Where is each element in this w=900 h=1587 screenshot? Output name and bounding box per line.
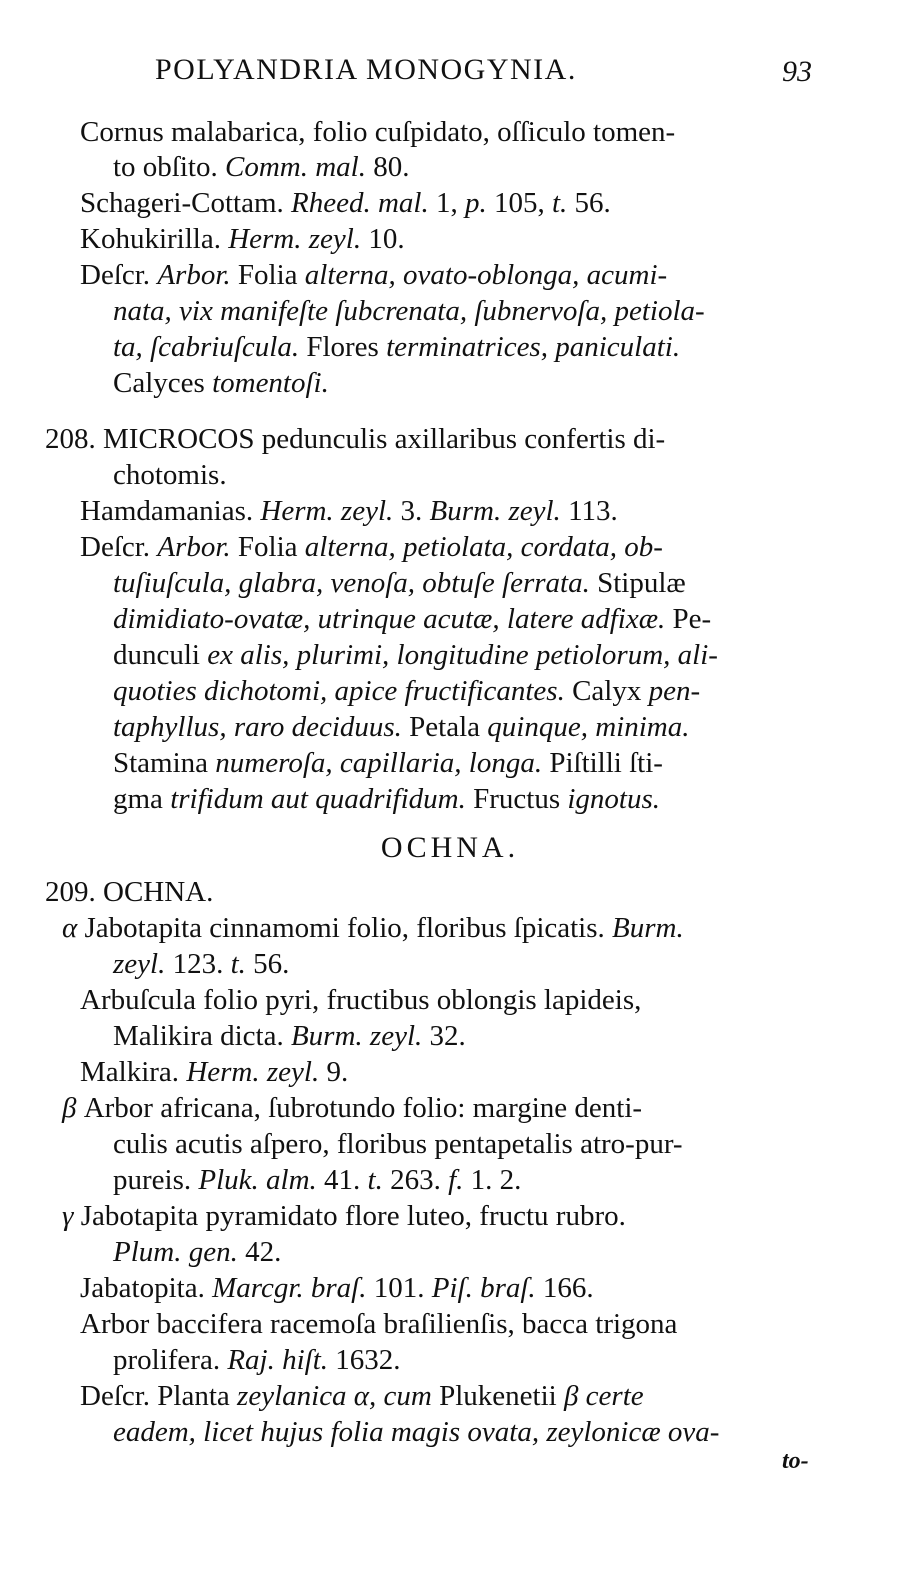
text-line [62, 910, 684, 946]
text-line [113, 946, 289, 982]
section-heading: OCHNA. [380, 831, 520, 864]
page-number: 93 [782, 55, 812, 88]
italic-text: t. [230, 948, 246, 980]
italic-text: γ [62, 1200, 74, 1232]
text-run: Stamina [113, 747, 216, 779]
italic-text: trifidum aut quadrifidum. [170, 783, 466, 815]
text-line [113, 709, 689, 745]
text-run: 101. [366, 1272, 432, 1304]
italic-text: quoties dichotomi, apice fructificantes. [113, 675, 565, 707]
italic-text: Comm. mal. [224, 151, 366, 183]
text-run: 263. [382, 1164, 449, 1196]
text-line [113, 637, 718, 673]
text-run: Pe- [665, 603, 712, 635]
entry-heading [45, 874, 213, 910]
text-run: 56. [245, 948, 290, 980]
italic-text: Raj. hiſt. [227, 1344, 329, 1376]
text-run: Flores [299, 331, 387, 363]
text-line [113, 745, 663, 781]
text-run: 105, [486, 187, 552, 219]
text-run: Deſcr. [80, 259, 158, 291]
text-run [376, 1380, 383, 1412]
italic-text: Burm. zeyl. [290, 1020, 423, 1052]
italic-text: pen- [648, 675, 701, 707]
text-run: Folia [230, 531, 305, 563]
italic-text: ta, ſcabriuſcula. [113, 331, 300, 363]
italic-text: α [62, 912, 78, 944]
text-run: Schageri-Cottam. [80, 187, 292, 219]
text-run: Petala [401, 711, 488, 743]
italic-text: Arbor. [157, 531, 231, 563]
italic-text: Herm. zeyl. [260, 495, 394, 527]
text-run: Fructus [465, 783, 568, 815]
italic-text: ignotus. [567, 783, 661, 815]
text-run: Cornus malabarica, folio cuſpidato, oſſiculo tomen- [80, 116, 676, 148]
catchword: to- [782, 1448, 809, 1474]
italic-text: tuſiuſcula, glabra, venoſa, obtuſe ſerrata. [113, 567, 590, 599]
italic-text: Burm. zeyl. [429, 495, 561, 527]
text-run: Jabatopita. [80, 1272, 213, 1304]
text-line [113, 1414, 719, 1450]
text-run: Arbor africana, ſubrotundo folio: margine denti- [76, 1092, 643, 1124]
text-run: Arbor baccifera racemoſa braſilienſis, bacca trigona [80, 1308, 678, 1340]
text-run: to obſito. [113, 151, 225, 183]
italic-text: terminatrices, paniculati. [386, 331, 681, 363]
text-run: Folia [230, 259, 305, 291]
italic-text: tomentoſi. [212, 367, 329, 399]
italic-text: Piſ. braſ. [431, 1272, 536, 1304]
text-run: 209. OCHNA. [45, 876, 214, 908]
italic-text: alterna, ovato-oblonga, acumi- [304, 259, 668, 291]
text-line [80, 493, 618, 529]
text-run: 56. [567, 187, 611, 219]
text-run: chotomis. [113, 459, 227, 491]
text-line [80, 221, 405, 257]
text-line [62, 1198, 626, 1234]
italic-text: Arbor. [157, 259, 231, 291]
text-run: 10. [361, 223, 405, 255]
italic-text: p. [464, 187, 487, 219]
text-run: gma [113, 783, 171, 815]
italic-text: taphyllus, raro deciduus. [113, 711, 402, 743]
text-run: 208. MICROCOS pedunculis axillaribus confertis di- [45, 423, 666, 455]
text-line [113, 365, 329, 401]
italic-text: Burm. [612, 912, 684, 944]
text-line [62, 1090, 642, 1126]
italic-text: t. [551, 187, 568, 219]
text-line [80, 1378, 644, 1414]
text-line [113, 149, 409, 185]
italic-text: nata, vix manifeſte ſubcrenata, ſubnervoſa, petiola- [113, 295, 705, 327]
text-line [80, 185, 611, 221]
text-run: 123. [165, 948, 231, 980]
text-line [113, 1342, 401, 1378]
text-line [80, 1270, 594, 1306]
text-run: Deſcr. [80, 531, 158, 563]
text-line [80, 529, 663, 565]
italic-text: Rheed. mal. [291, 187, 429, 219]
text-line [80, 1306, 677, 1342]
text-run: prolifera. [113, 1344, 228, 1376]
italic-text: eadem, licet hujus folia magis ovata, zeylonicæ ova- [113, 1416, 720, 1448]
text-run: Plukenetii [431, 1380, 564, 1412]
text-run: Jabotapita cinnamomi folio, floribus ſpicatis. [77, 912, 613, 944]
text-line [80, 257, 667, 293]
text-line [113, 1018, 466, 1054]
text-run: Arbuſcula folio pyri, fructibus oblongis lapideis, [80, 984, 642, 1016]
text-run: Malkira. [80, 1056, 187, 1088]
text-line [113, 329, 680, 365]
text-run: 1, [428, 187, 465, 219]
italic-text: β certe [563, 1380, 644, 1412]
text-run: 9. [319, 1056, 349, 1088]
text-run: 32. [422, 1020, 466, 1052]
italic-text: Herm. zeyl. [228, 223, 362, 255]
italic-text: quinque, minima. [487, 711, 690, 743]
text-run: Deſcr. Planta [80, 1380, 238, 1412]
text-line [113, 1162, 521, 1198]
text-run: 166. [535, 1272, 594, 1304]
text-run: Malikira dicta. [113, 1020, 291, 1052]
text-line [113, 1126, 683, 1162]
text-run: pureis. [113, 1164, 199, 1196]
text-line [80, 1054, 348, 1090]
italic-text: cum [383, 1380, 432, 1412]
entry-heading [45, 421, 665, 457]
italic-text: Marcgr. braſ. [212, 1272, 367, 1304]
text-run: Calyces [113, 367, 213, 399]
text-line [113, 601, 711, 637]
text-run: dunculi [113, 639, 208, 671]
italic-text: alterna, petiolata, cordata, ob- [304, 531, 663, 563]
text-line [113, 781, 660, 817]
text-run: Kohukirilla. [80, 223, 229, 255]
text-line [113, 565, 686, 601]
text-line [113, 1234, 281, 1270]
text-run: Jabotapita pyramidato flore luteo, fructu rubro. [73, 1200, 626, 1232]
text-line [113, 293, 705, 329]
italic-text: zeylanica α, [237, 1380, 377, 1412]
italic-text: β [62, 1092, 77, 1124]
text-run: Calyx [564, 675, 649, 707]
text-line [80, 982, 641, 1018]
text-run: 42. [237, 1236, 282, 1268]
italic-text: Herm. zeyl. [186, 1056, 320, 1088]
italic-text: f. [448, 1164, 464, 1196]
text-run: 1632. [328, 1344, 401, 1376]
page-header [0, 50, 900, 90]
italic-text: zeyl. [113, 948, 166, 980]
italic-text: ex alis, plurimi, longitudine petiolorum, ali- [207, 639, 718, 671]
text-line [80, 114, 675, 150]
text-run: culis acutis aſpero, floribus pentapetalis atro-pur- [113, 1128, 683, 1160]
text-run: Hamdamanias. [80, 495, 261, 527]
italic-text: Plum. gen. [113, 1236, 238, 1268]
italic-text: dimidiato-ovatæ, utrinque acutæ, latere adfixæ. [113, 603, 666, 635]
text-line [113, 673, 700, 709]
text-line [113, 457, 227, 493]
running-head: POLYANDRIA MONOGYNIA. [155, 53, 577, 86]
text-run: 41. [316, 1164, 368, 1196]
text-run: 113. [560, 495, 618, 527]
text-run: Piſtilli ſti- [542, 747, 663, 779]
italic-text: Pluk. alm. [198, 1164, 317, 1196]
text-run: 3. [393, 495, 430, 527]
text-run: 80. [365, 151, 410, 183]
italic-text: numeroſa, capillaria, longa. [215, 747, 543, 779]
text-run: 1. 2. [463, 1164, 522, 1196]
italic-text: t. [367, 1164, 383, 1196]
text-run: Stipulæ [589, 567, 686, 599]
